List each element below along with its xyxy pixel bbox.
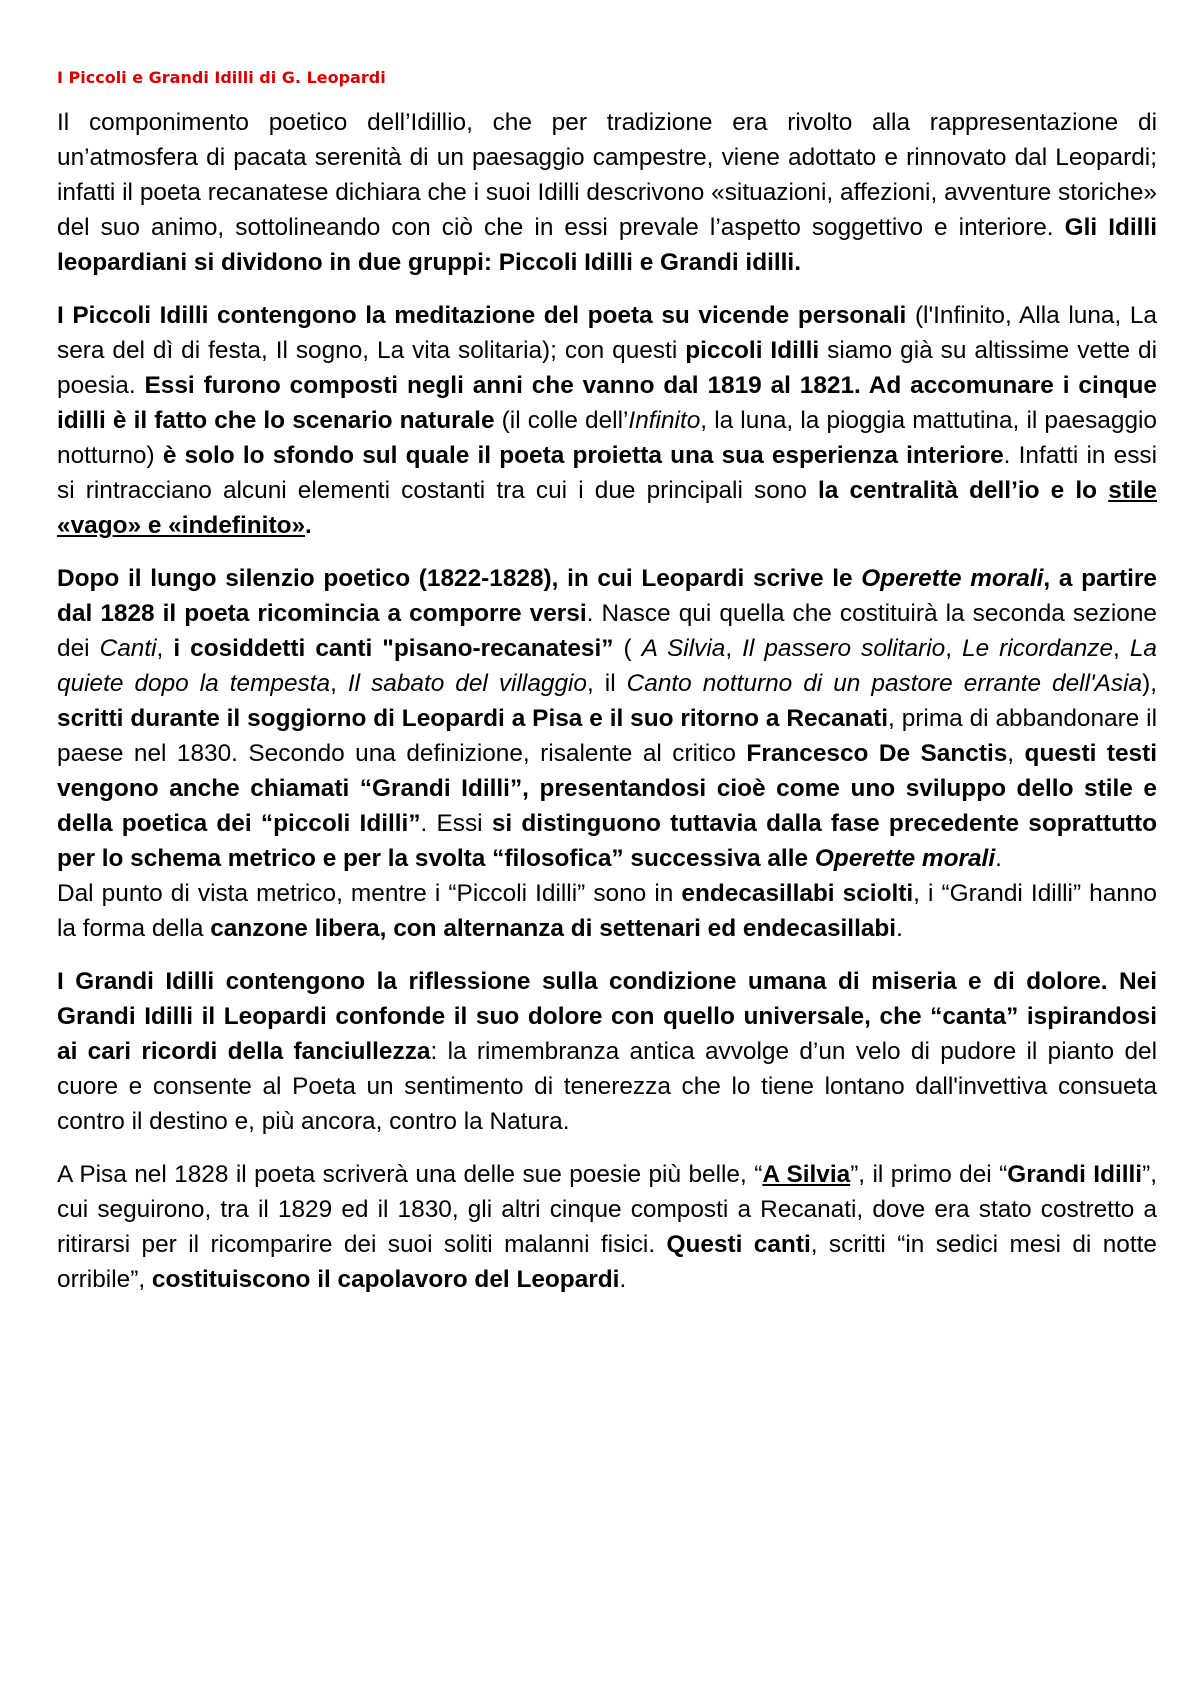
bold-run: Francesco De Sanctis: [746, 740, 1008, 767]
bold-run: scritti durante il soggiorno di Leopardi a Pisa e il suo ritorno a Recanati: [57, 705, 889, 732]
paragraph-metrica: [57, 876, 1157, 946]
text-run: ”, cui seguirono, tra il 1829 ed il 1830, gli altri cinque composti a Recanati, dove era stato costretto a ritirarsi per il ricomparire dei suoi soliti malanni fisici.: [57, 1161, 1157, 1258]
text-run: . Infatti in essi si rintracciano alcuni elementi costanti tra cui i due principali sono: [57, 442, 1157, 504]
bold-run: e lo: [1039, 477, 1109, 504]
bold-italic-run: Operette morali: [861, 565, 1044, 592]
bold-run: piccoli Idilli: [685, 337, 820, 364]
italic-run: La quiete dopo la tempesta: [57, 635, 1157, 697]
paragraph-grandi-idilli-origin: [57, 561, 1157, 876]
text-run: , scritti “in sedici mesi di notte orribile”,: [57, 1231, 1157, 1293]
text-run: Dal punto di vista metrico, mentre i “Piccoli Idilli” sono in: [57, 880, 682, 907]
italic-run: Canti: [99, 635, 157, 662]
paragraph-a-silvia: [57, 1157, 1157, 1297]
text-run: ,: [156, 635, 174, 662]
italic-run: Canto notturno di un pastore errante dell'Asia: [626, 670, 1143, 697]
underlined-run: stile «vago» e «indefinito»: [57, 477, 1157, 539]
text-run: ,: [1113, 635, 1130, 662]
paragraph-grandi-idilli-content: [57, 964, 1157, 1139]
text-run: : la rimembranza antica avvolge d’un velo di pudore il pianto del cuore e consente al Poeta un sentimento di tenerezza che lo tiene lontano dall'invettiva consueta contro il destino e, più ancora, contro la Natura.: [57, 1038, 1158, 1135]
bold-run: , a partire dal 1828 il poeta ricomincia a comporre versi: [57, 565, 1157, 627]
italic-run: Le ricordanze: [962, 635, 1114, 662]
text-run: .: [619, 1266, 627, 1293]
document-page: [57, 68, 1157, 1315]
text-run: (l'Infinito, Alla luna, La sera del dì di festa, Il sogno, La vita solitaria); con questi: [57, 302, 1157, 364]
bold-run: endecasillabi sciolti: [681, 880, 914, 907]
bold-run: la centralità dell’io: [818, 477, 1040, 504]
italic-run: Il sabato del villaggio: [347, 670, 587, 697]
text-run: ,: [330, 670, 348, 697]
bold-run: I Piccoli Idilli contengono la meditazione del poeta su vicende personali: [57, 302, 907, 329]
bold-run: costituiscono il capolavoro del Leopardi: [151, 1266, 620, 1293]
bold-run: .: [305, 512, 312, 539]
text-run: ,: [725, 635, 743, 662]
text-run: ”, il primo dei “: [850, 1161, 1008, 1188]
text-run: .: [896, 915, 903, 942]
bold-run: i cosiddetti canti "pisano-recanatesi”: [173, 635, 614, 662]
bold-run: Questi canti: [666, 1231, 811, 1258]
text-run: , prima di abbandonare il paese nel 1830. Secondo una definizione, risalente al critico: [57, 705, 1158, 767]
text-run: siamo già su altissime vette di poesia.: [57, 337, 1158, 399]
text-run: . Nasce qui quella che costituirà la seconda sezione dei: [57, 600, 1157, 662]
text-run: (il colle dell’: [494, 407, 629, 434]
bold-run: I Grandi Idilli contengono la riflessione sulla condizione umana di miseria e di dolore. Nei Grandi Idilli il Leopardi confonde il suo dolore con quello universale, che “canta” ispirandosi ai cari ricordi della fanciullezza: [57, 968, 1157, 1065]
text-run: ,: [1007, 740, 1025, 767]
document-title: I Piccoli e Grandi Idilli di G. Leopardi: [57, 68, 386, 87]
bold-run: è solo lo sfondo sul quale il poeta proietta una sua esperienza interiore: [162, 442, 1004, 469]
bold-italic-run: Operette morali: [814, 845, 996, 872]
text-run: , il: [587, 670, 627, 697]
bold-run: si distinguono tuttavia dalla fase precedente soprattutto per lo schema metrico e per la svolta “filosofica” successiva alle: [57, 810, 1157, 872]
italic-run: Infinito: [628, 407, 701, 434]
italic-run: A Silvia: [641, 635, 726, 662]
underlined-run: A Silvia: [762, 1161, 851, 1188]
bold-run: questi testi vengono anche chiamati “Grandi Idilli”, presentandosi cioè come uno sviluppo dello stile e della poetica dei “piccoli Idilli”: [57, 740, 1157, 837]
paragraph-intro: [57, 105, 1157, 280]
text-run: ,: [945, 635, 962, 662]
text-run: , la luna, la pioggia mattutina, il paesaggio notturno): [57, 407, 1157, 469]
bold-run: Dopo il lungo silenzio poetico (1822-1828), in cui Leopardi scrive le: [57, 565, 862, 592]
bold-run: Essi furono composti negli anni che vanno dal 1819 al 1821. Ad accomunare i cinque idilli è il fatto che lo scenario naturale: [57, 372, 1157, 434]
paragraph-piccoli-idilli: [57, 298, 1157, 543]
bold-run: Gli Idilli leopardiani si dividono in due gruppi: Piccoli Idilli e Grandi idilli.: [57, 214, 1158, 276]
italic-run: Il passero solitario: [742, 635, 946, 662]
text-run: . Essi: [420, 810, 492, 837]
text-run: A Pisa nel 1828 il poeta scriverà una delle sue poesie più belle, “: [57, 1161, 763, 1188]
text-run: , i “Grandi Idilli” hanno la forma della: [57, 880, 1157, 942]
text-run: (: [613, 635, 642, 662]
text-run: Il componimento poetico dell’Idillio, che per tradizione era rivolto alla rappresentazione di un’atmosfera di pacata serenità di un paesaggio campestre, viene adottato e rinnovato dal Leopardi; infatti il poeta recanatese dichiara che i suoi Idilli descrivono «situazioni, affezioni, avventure storiche» del suo animo, sottolineando con ciò che in essi prevale l’aspetto soggettivo e interiore.: [57, 109, 1157, 241]
bold-run: Grandi Idilli: [1007, 1161, 1143, 1188]
text-run: .: [995, 845, 1002, 872]
bold-run: canzone libera, con alternanza di settenari ed endecasillabi: [210, 915, 897, 942]
text-run: ),: [1142, 670, 1158, 697]
